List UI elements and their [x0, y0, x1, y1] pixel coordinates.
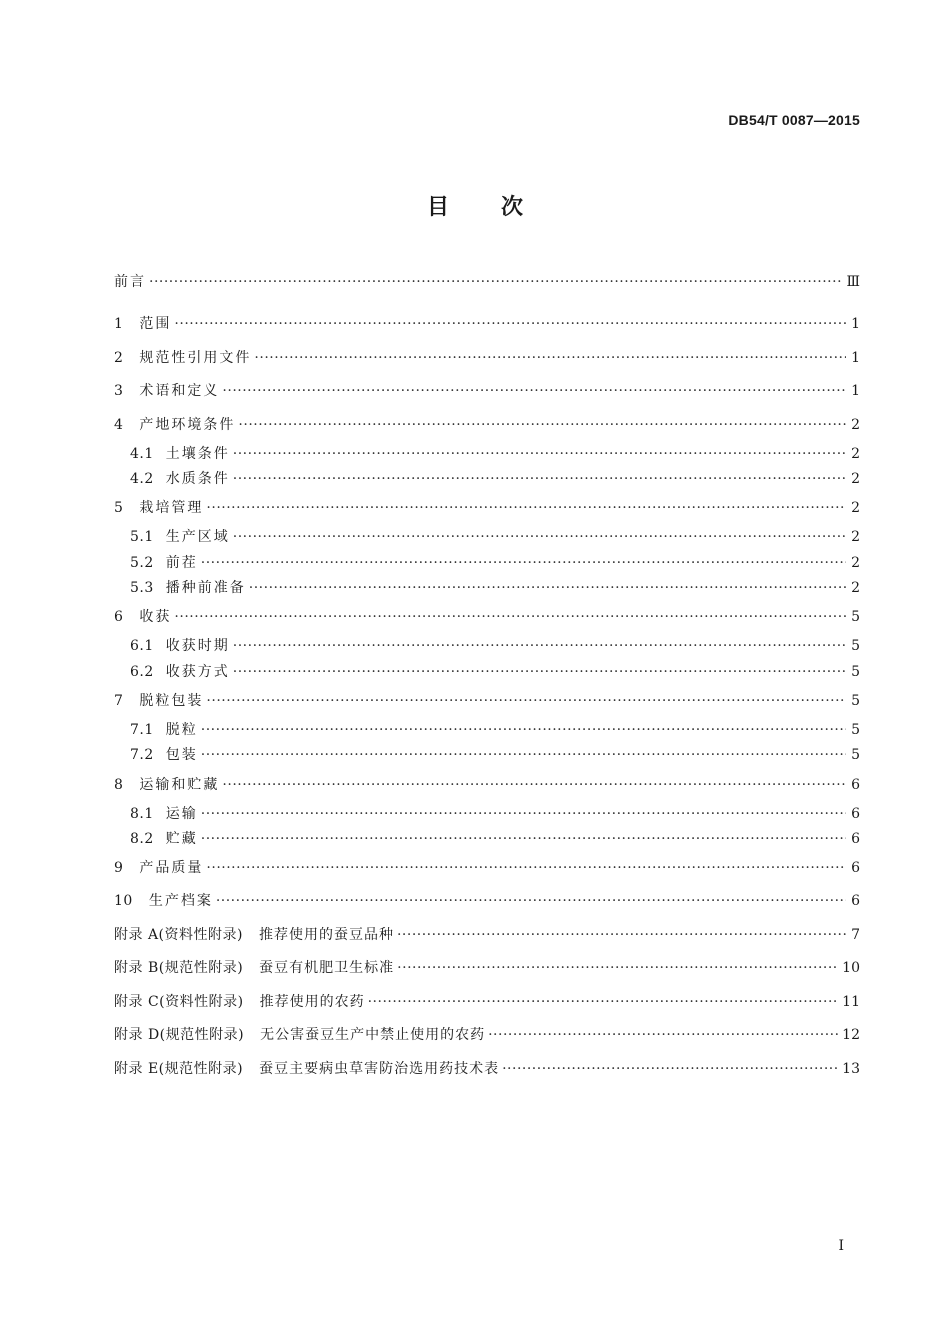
toc-entry-page: 12	[842, 1027, 860, 1043]
toc-entry[interactable]	[114, 497, 860, 519]
toc-entry-page: 6	[851, 893, 860, 909]
toc-entry-page: 10	[842, 960, 860, 976]
toc-entry-page: 5	[851, 664, 860, 680]
toc-entry-number: 8	[114, 777, 124, 793]
toc-entry[interactable]	[114, 857, 860, 879]
toc-entry-page: Ⅲ	[846, 274, 860, 290]
toc-entry-number: 5.2	[130, 555, 154, 571]
leader-dots	[233, 446, 846, 462]
toc-entry-label: 运输和贮藏	[139, 777, 220, 793]
leader-dots	[397, 960, 838, 976]
toc-entry[interactable]	[114, 606, 860, 628]
toc-entry-page: 2	[851, 417, 860, 433]
toc-entry-label: 收获	[139, 609, 172, 625]
leader-dots	[174, 316, 846, 332]
toc-entry[interactable]	[114, 380, 860, 402]
toc-entry-number: 5.1	[130, 529, 154, 545]
toc-appendix-e[interactable]	[114, 1058, 860, 1080]
leader-dots	[206, 693, 846, 709]
toc-entry-page: 6	[851, 831, 860, 847]
toc-entry-page: 5	[851, 722, 860, 738]
leader-dots	[249, 580, 846, 596]
toc-entry-label: 推荐使用的农药	[259, 994, 365, 1010]
toc-entry-label: 生产区域	[165, 529, 230, 545]
toc-entry-label: 水质条件	[165, 471, 230, 487]
toc-entry-number: 3	[114, 383, 124, 399]
toc-entry[interactable]	[114, 890, 860, 912]
toc-entry-label: 前言	[114, 274, 146, 290]
toc-entry-label: 产地环境条件	[139, 417, 236, 433]
toc-appendix-number: 附录 A(资料性附录)	[114, 927, 243, 943]
leader-dots	[201, 831, 846, 847]
leader-dots	[222, 777, 846, 793]
toc-subentry[interactable]	[130, 803, 860, 825]
leader-dots	[222, 383, 846, 399]
toc-subentry[interactable]	[130, 744, 860, 766]
toc-entry-label: 蚕豆有机肥卫生标准	[259, 960, 395, 976]
toc-entry-page: 5	[851, 747, 860, 763]
toc-entry-number: 6.1	[130, 638, 154, 654]
toc-subentry[interactable]	[130, 443, 860, 465]
toc-subentry[interactable]	[130, 577, 860, 599]
toc-entry-number: 5.3	[130, 580, 154, 596]
toc-entry-label: 产品质量	[139, 860, 204, 876]
toc-subentry[interactable]	[130, 719, 860, 741]
leader-dots	[233, 664, 846, 680]
toc-entry-label: 术语和定义	[139, 383, 220, 399]
toc-entry-number: 4.1	[130, 446, 154, 462]
toc-entry-page: 1	[851, 350, 860, 366]
toc-entry-page: 2	[851, 580, 860, 596]
leader-dots	[201, 806, 846, 822]
leader-dots	[368, 994, 839, 1010]
toc-entry-preface[interactable]	[114, 271, 860, 293]
toc-entry-label: 规范性引用文件	[139, 350, 252, 366]
toc-entry-page: 2	[851, 446, 860, 462]
toc-entry-label: 生产档案	[148, 893, 213, 909]
toc-entry-label: 蚕豆主要病虫草害防治选用药技术表	[259, 1061, 500, 1077]
toc-entry-label: 脱粒	[165, 722, 198, 738]
toc-entry[interactable]	[114, 774, 860, 796]
toc-entry-number: 2	[114, 350, 124, 366]
leader-dots	[216, 893, 846, 909]
toc-appendix-a[interactable]	[114, 924, 860, 946]
toc-entry-label: 脱粒包装	[139, 693, 204, 709]
toc-subentry[interactable]	[130, 661, 860, 683]
toc-entry-number: 4.2	[130, 471, 154, 487]
leader-dots	[233, 529, 846, 545]
toc-entry-number: 9	[114, 860, 124, 876]
leader-dots	[233, 471, 846, 487]
toc-entry[interactable]	[114, 347, 860, 369]
toc-entry-number: 6	[114, 609, 124, 625]
leader-dots	[238, 417, 846, 433]
toc-subentry[interactable]	[130, 635, 860, 657]
toc-appendix-number: 附录 B(规范性附录)	[114, 960, 244, 976]
toc-entry-number: 7.2	[130, 747, 154, 763]
toc-entry-label: 无公害蚕豆生产中禁止使用的农药	[260, 1027, 486, 1043]
toc-subentry[interactable]	[130, 552, 860, 574]
toc-entry[interactable]	[114, 690, 860, 712]
toc-entry-number: 7	[114, 693, 124, 709]
leader-dots	[201, 747, 846, 763]
toc-entry[interactable]	[114, 414, 860, 436]
leader-dots	[206, 860, 846, 876]
toc-entry-page: 5	[851, 638, 860, 654]
toc-entry-page: 5	[851, 693, 860, 709]
toc-entry-label: 前茬	[165, 555, 198, 571]
toc-appendix-number: 附录 C(资料性附录)	[114, 994, 244, 1010]
leader-dots	[254, 350, 846, 366]
leader-dots	[201, 555, 846, 571]
standard-code: DB54/T 0087—2015	[728, 112, 860, 128]
leader-dots	[201, 722, 846, 738]
leader-dots	[149, 274, 842, 290]
toc-appendix-c[interactable]	[114, 991, 860, 1013]
toc-entry-page: 13	[842, 1061, 860, 1077]
leader-dots	[488, 1027, 838, 1043]
toc-entry-page: 1	[851, 383, 860, 399]
toc-entry-label: 推荐使用的蚕豆品种	[258, 927, 394, 943]
toc-entry-page: 1	[851, 316, 860, 332]
toc-entry-label: 包装	[165, 747, 198, 763]
toc-appendix-number: 附录 E(规范性附录)	[114, 1061, 244, 1077]
toc-entry-number: 5	[114, 500, 124, 516]
toc-appendix-d[interactable]	[114, 1024, 860, 1046]
toc-entry-label: 土壤条件	[165, 446, 230, 462]
toc-entry-page: 6	[851, 860, 860, 876]
toc-entry-number: 7.1	[130, 722, 154, 738]
toc-entry[interactable]	[114, 313, 860, 335]
leader-dots	[174, 609, 846, 625]
toc-entry-label: 运输	[165, 806, 198, 822]
toc-entry-label: 收获时期	[165, 638, 230, 654]
toc-entry-number: 1	[114, 316, 124, 332]
toc-subentry[interactable]	[130, 828, 860, 850]
toc-entry-page: 2	[851, 529, 860, 545]
toc-entry-label: 贮藏	[165, 831, 198, 847]
toc-entry-page: 2	[851, 555, 860, 571]
toc-entry-label: 栽培管理	[139, 500, 204, 516]
toc-entry-page: 6	[851, 806, 860, 822]
page-title: 目次	[426, 195, 575, 220]
toc-entry-label: 范围	[139, 316, 172, 332]
toc-appendix-b[interactable]	[114, 957, 860, 979]
toc-entry-page: 2	[851, 500, 860, 516]
toc-entry-number: 4	[114, 417, 124, 433]
leader-dots	[397, 927, 846, 943]
toc-entry-page: 11	[842, 994, 860, 1010]
toc-entry-label: 收获方式	[165, 664, 230, 680]
leader-dots	[233, 638, 846, 654]
toc-entry-page: 7	[851, 927, 860, 943]
toc-entry-label: 播种前准备	[165, 580, 246, 596]
leader-dots	[502, 1061, 838, 1077]
toc-entry-number: 6.2	[130, 664, 154, 680]
toc-entry-page: 6	[851, 777, 860, 793]
leader-dots	[206, 500, 846, 516]
toc-appendix-number: 附录 D(规范性附录)	[114, 1027, 245, 1043]
toc-entry-number: 8.2	[130, 831, 154, 847]
toc-entry-page: 5	[851, 609, 860, 625]
toc-entry-page: 2	[851, 471, 860, 487]
toc-entry-number: 8.1	[130, 806, 154, 822]
page-number: I	[838, 1238, 844, 1254]
toc-entry-number: 10	[114, 893, 133, 909]
toc-subentry[interactable]	[130, 526, 860, 548]
toc-subentry[interactable]	[130, 468, 860, 490]
